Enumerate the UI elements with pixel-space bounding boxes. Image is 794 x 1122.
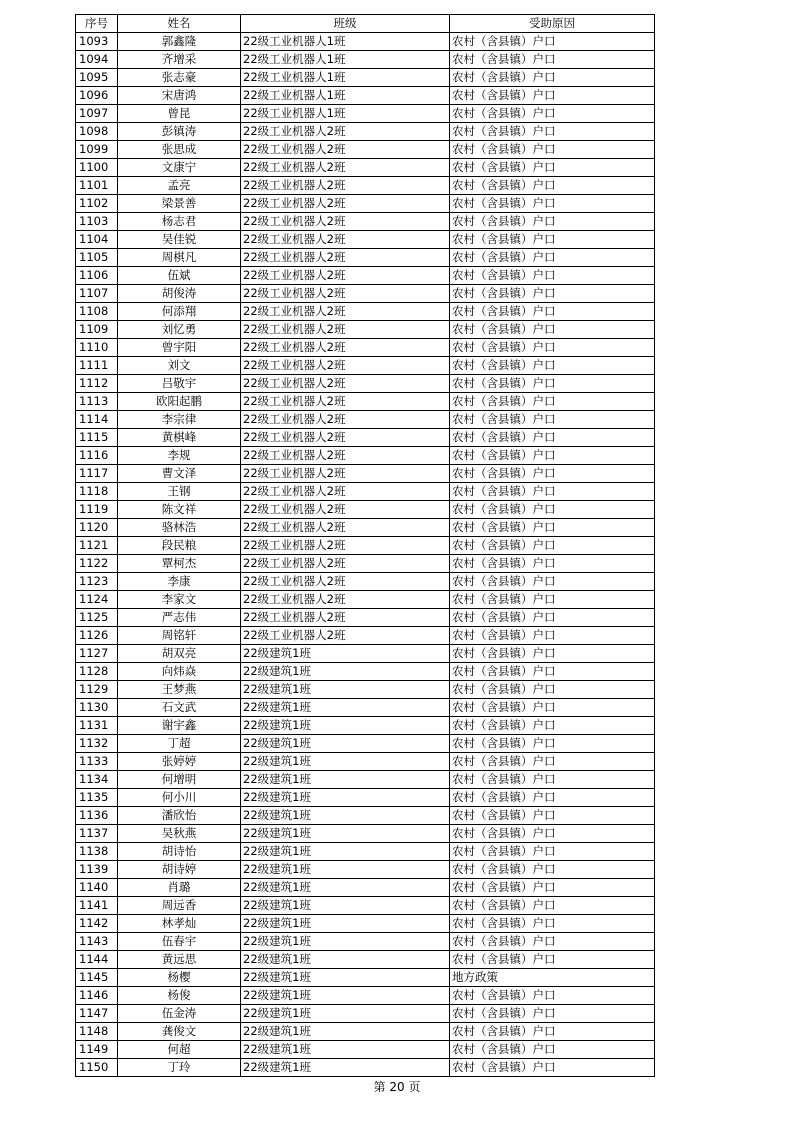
student-name: 李规 [118, 447, 241, 465]
class-name: 22级工业机器人2班 [241, 123, 450, 141]
student-name: 李宗律 [118, 411, 241, 429]
table-row [76, 987, 655, 1005]
class-name: 22级建筑1班 [241, 1059, 450, 1077]
table-row [76, 609, 655, 627]
student-name: 胡诗婷 [118, 861, 241, 879]
table-row [76, 897, 655, 915]
table-row [76, 555, 655, 573]
student-name: 严志伟 [118, 609, 241, 627]
table-row [76, 159, 655, 177]
table-row [76, 879, 655, 897]
student-name: 周远香 [118, 897, 241, 915]
table-row [76, 429, 655, 447]
table-row [76, 537, 655, 555]
row-number: 1142 [76, 915, 118, 933]
row-number: 1107 [76, 285, 118, 303]
aid-reason: 农村（含县镇）户口 [450, 645, 655, 663]
row-number: 1105 [76, 249, 118, 267]
aid-reason: 农村（含县镇）户口 [450, 627, 655, 645]
student-name: 潘欣怡 [118, 807, 241, 825]
aid-reason: 农村（含县镇）户口 [450, 429, 655, 447]
table-row [76, 393, 655, 411]
table-row [76, 213, 655, 231]
table-row [76, 267, 655, 285]
student-name: 杨俊 [118, 987, 241, 1005]
table-row [76, 375, 655, 393]
student-name: 张志豪 [118, 69, 241, 87]
class-name: 22级工业机器人2班 [241, 501, 450, 519]
row-number: 1106 [76, 267, 118, 285]
class-name: 22级工业机器人2班 [241, 483, 450, 501]
table-row [76, 843, 655, 861]
student-name: 伍春宇 [118, 933, 241, 951]
aid-reason: 农村（含县镇）户口 [450, 663, 655, 681]
class-name: 22级建筑1班 [241, 1005, 450, 1023]
row-number: 1145 [76, 969, 118, 987]
student-name: 杨志君 [118, 213, 241, 231]
aid-reason: 农村（含县镇）户口 [450, 753, 655, 771]
aid-reason: 农村（含县镇）户口 [450, 771, 655, 789]
aid-reason: 农村（含县镇）户口 [450, 69, 655, 87]
row-number: 1103 [76, 213, 118, 231]
student-name: 张婷婷 [118, 753, 241, 771]
aid-reason: 农村（含县镇）户口 [450, 735, 655, 753]
row-number: 1138 [76, 843, 118, 861]
student-name: 丁超 [118, 735, 241, 753]
student-name: 黄棋峰 [118, 429, 241, 447]
row-number: 1121 [76, 537, 118, 555]
table-row [76, 681, 655, 699]
aid-reason: 农村（含县镇）户口 [450, 411, 655, 429]
table-row [76, 141, 655, 159]
table-row [76, 753, 655, 771]
student-name: 何添翔 [118, 303, 241, 321]
row-number: 1150 [76, 1059, 118, 1077]
student-name: 宋唐鸿 [118, 87, 241, 105]
header-name: 姓名 [118, 15, 241, 33]
table-row [76, 1005, 655, 1023]
table-row [76, 231, 655, 249]
aid-reason: 农村（含县镇）户口 [450, 33, 655, 51]
class-name: 22级工业机器人1班 [241, 87, 450, 105]
table-row [76, 789, 655, 807]
student-name: 彭镇涛 [118, 123, 241, 141]
student-name: 刘文 [118, 357, 241, 375]
row-number: 1112 [76, 375, 118, 393]
aid-reason: 农村（含县镇）户口 [450, 987, 655, 1005]
class-name: 22级建筑1班 [241, 861, 450, 879]
table-row [76, 195, 655, 213]
class-name: 22级工业机器人1班 [241, 105, 450, 123]
class-name: 22级建筑1班 [241, 879, 450, 897]
aid-reason: 农村（含县镇）户口 [450, 339, 655, 357]
aid-reason: 农村（含县镇）户口 [450, 573, 655, 591]
class-name: 22级工业机器人2班 [241, 159, 450, 177]
table-row [76, 627, 655, 645]
class-name: 22级工业机器人2班 [241, 357, 450, 375]
table-row [76, 285, 655, 303]
class-name: 22级工业机器人2班 [241, 573, 450, 591]
aid-reason: 农村（含县镇）户口 [450, 159, 655, 177]
row-number: 1118 [76, 483, 118, 501]
row-number: 1119 [76, 501, 118, 519]
table-row [76, 951, 655, 969]
class-name: 22级建筑1班 [241, 735, 450, 753]
table-body [76, 33, 655, 1077]
student-name: 杨樱 [118, 969, 241, 987]
row-number: 1109 [76, 321, 118, 339]
aid-reason: 农村（含县镇）户口 [450, 141, 655, 159]
class-name: 22级建筑1班 [241, 843, 450, 861]
table-row [76, 771, 655, 789]
aid-reason: 农村（含县镇）户口 [450, 789, 655, 807]
aid-reason: 农村（含县镇）户口 [450, 609, 655, 627]
student-name: 向炜焱 [118, 663, 241, 681]
class-name: 22级建筑1班 [241, 663, 450, 681]
class-name: 22级工业机器人2班 [241, 267, 450, 285]
aid-reason: 农村（含县镇）户口 [450, 897, 655, 915]
aid-reason: 农村（含县镇）户口 [450, 1023, 655, 1041]
aid-reason: 农村（含县镇）户口 [450, 933, 655, 951]
student-name: 龚俊文 [118, 1023, 241, 1041]
table-row [76, 699, 655, 717]
row-number: 1099 [76, 141, 118, 159]
student-name: 曾昆 [118, 105, 241, 123]
table-row [76, 591, 655, 609]
row-number: 1117 [76, 465, 118, 483]
row-number: 1132 [76, 735, 118, 753]
row-number: 1115 [76, 429, 118, 447]
table-row [76, 717, 655, 735]
student-name: 曹文泽 [118, 465, 241, 483]
aid-reason: 农村（含县镇）户口 [450, 213, 655, 231]
class-name: 22级建筑1班 [241, 1041, 450, 1059]
student-name: 吴秋燕 [118, 825, 241, 843]
table-row [76, 1041, 655, 1059]
row-number: 1128 [76, 663, 118, 681]
class-name: 22级建筑1班 [241, 969, 450, 987]
student-name: 胡俊涛 [118, 285, 241, 303]
table-row [76, 969, 655, 987]
aid-reason: 农村（含县镇）户口 [450, 501, 655, 519]
aid-reason: 农村（含县镇）户口 [450, 285, 655, 303]
class-name: 22级工业机器人2班 [241, 555, 450, 573]
row-number: 1134 [76, 771, 118, 789]
row-number: 1097 [76, 105, 118, 123]
class-name: 22级工业机器人2班 [241, 429, 450, 447]
class-name: 22级工业机器人2班 [241, 339, 450, 357]
student-name: 肖璐 [118, 879, 241, 897]
class-name: 22级工业机器人1班 [241, 33, 450, 51]
row-number: 1143 [76, 933, 118, 951]
table-row [76, 321, 655, 339]
row-number: 1136 [76, 807, 118, 825]
row-number: 1123 [76, 573, 118, 591]
table-row [76, 105, 655, 123]
class-name: 22级建筑1班 [241, 951, 450, 969]
aid-reason: 农村（含县镇）户口 [450, 591, 655, 609]
aid-reason: 农村（含县镇）户口 [450, 447, 655, 465]
header-class: 班级 [241, 15, 450, 33]
aid-reason: 地方政策 [450, 969, 655, 987]
class-name: 22级工业机器人2班 [241, 249, 450, 267]
student-name: 胡双亮 [118, 645, 241, 663]
class-name: 22级工业机器人2班 [241, 321, 450, 339]
student-name: 李家文 [118, 591, 241, 609]
aid-reason: 农村（含县镇）户口 [450, 861, 655, 879]
table-row [76, 411, 655, 429]
table-header-row [76, 15, 655, 33]
aid-reason: 农村（含县镇）户口 [450, 537, 655, 555]
class-name: 22级工业机器人2班 [241, 465, 450, 483]
aid-reason: 农村（含县镇）户口 [450, 1041, 655, 1059]
table-row [76, 573, 655, 591]
class-name: 22级工业机器人2班 [241, 213, 450, 231]
aid-reason: 农村（含县镇）户口 [450, 483, 655, 501]
row-number: 1098 [76, 123, 118, 141]
student-name: 何小川 [118, 789, 241, 807]
student-name: 何增明 [118, 771, 241, 789]
row-number: 1140 [76, 879, 118, 897]
row-number: 1144 [76, 951, 118, 969]
student-name: 周棋凡 [118, 249, 241, 267]
aid-reason: 农村（含县镇）户口 [450, 465, 655, 483]
row-number: 1116 [76, 447, 118, 465]
student-name: 伍金涛 [118, 1005, 241, 1023]
table-row [76, 303, 655, 321]
header-reason: 受助原因 [450, 15, 655, 33]
aid-reason: 农村（含县镇）户口 [450, 249, 655, 267]
class-name: 22级建筑1班 [241, 987, 450, 1005]
student-name: 文康宁 [118, 159, 241, 177]
class-name: 22级建筑1班 [241, 753, 450, 771]
row-number: 1108 [76, 303, 118, 321]
class-name: 22级工业机器人1班 [241, 51, 450, 69]
table-row [76, 663, 655, 681]
aid-reason: 农村（含县镇）户口 [450, 195, 655, 213]
table-row [76, 825, 655, 843]
table-row [76, 177, 655, 195]
table-row [76, 519, 655, 537]
class-name: 22级工业机器人2班 [241, 375, 450, 393]
row-number: 1100 [76, 159, 118, 177]
student-name: 林孝灿 [118, 915, 241, 933]
row-number: 1127 [76, 645, 118, 663]
aid-reason: 农村（含县镇）户口 [450, 1005, 655, 1023]
aid-reason: 农村（含县镇）户口 [450, 915, 655, 933]
student-name: 丁玲 [118, 1059, 241, 1077]
student-name: 陈文祥 [118, 501, 241, 519]
row-number: 1137 [76, 825, 118, 843]
aid-reason: 农村（含县镇）户口 [450, 843, 655, 861]
class-name: 22级建筑1班 [241, 717, 450, 735]
row-number: 1146 [76, 987, 118, 1005]
student-name: 何超 [118, 1041, 241, 1059]
aid-reason: 农村（含县镇）户口 [450, 825, 655, 843]
class-name: 22级工业机器人2班 [241, 141, 450, 159]
aid-reason: 农村（含县镇）户口 [450, 393, 655, 411]
class-name: 22级工业机器人2班 [241, 519, 450, 537]
row-number: 1113 [76, 393, 118, 411]
row-number: 1129 [76, 681, 118, 699]
class-name: 22级建筑1班 [241, 771, 450, 789]
class-name: 22级建筑1班 [241, 933, 450, 951]
table-row [76, 339, 655, 357]
student-name: 王钢 [118, 483, 241, 501]
student-name: 周铭轩 [118, 627, 241, 645]
table-row [76, 915, 655, 933]
student-name: 欧阳起鹏 [118, 393, 241, 411]
row-number: 1120 [76, 519, 118, 537]
row-number: 1093 [76, 33, 118, 51]
aid-reason: 农村（含县镇）户口 [450, 1059, 655, 1077]
class-name: 22级建筑1班 [241, 789, 450, 807]
table-row [76, 447, 655, 465]
aid-reason: 农村（含县镇）户口 [450, 87, 655, 105]
row-number: 1124 [76, 591, 118, 609]
student-name: 伍斌 [118, 267, 241, 285]
table-row [76, 249, 655, 267]
table-row [76, 861, 655, 879]
table-row [76, 465, 655, 483]
student-name: 王梦燕 [118, 681, 241, 699]
class-name: 22级工业机器人2班 [241, 447, 450, 465]
row-number: 1149 [76, 1041, 118, 1059]
row-number: 1148 [76, 1023, 118, 1041]
student-name: 梁景善 [118, 195, 241, 213]
class-name: 22级建筑1班 [241, 897, 450, 915]
student-name: 曾宇阳 [118, 339, 241, 357]
row-number: 1139 [76, 861, 118, 879]
aid-reason: 农村（含县镇）户口 [450, 51, 655, 69]
row-number: 1141 [76, 897, 118, 915]
class-name: 22级建筑1班 [241, 681, 450, 699]
class-name: 22级建筑1班 [241, 699, 450, 717]
class-name: 22级工业机器人2班 [241, 537, 450, 555]
aid-reason: 农村（含县镇）户口 [450, 555, 655, 573]
table-row [76, 645, 655, 663]
row-number: 1133 [76, 753, 118, 771]
row-number: 1101 [76, 177, 118, 195]
page-number: 第 20 页 [373, 1080, 421, 1094]
student-name: 孟亮 [118, 177, 241, 195]
aid-reason: 农村（含县镇）户口 [450, 681, 655, 699]
aid-reason: 农村（含县镇）户口 [450, 519, 655, 537]
student-name: 石文武 [118, 699, 241, 717]
class-name: 22级工业机器人1班 [241, 69, 450, 87]
aid-reason: 农村（含县镇）户口 [450, 177, 655, 195]
aid-reason: 农村（含县镇）户口 [450, 807, 655, 825]
student-name: 吴佳锐 [118, 231, 241, 249]
student-name: 郭鑫隆 [118, 33, 241, 51]
aid-reason: 农村（含县镇）户口 [450, 357, 655, 375]
student-name: 覃柯杰 [118, 555, 241, 573]
aid-reason: 农村（含县镇）户口 [450, 123, 655, 141]
aid-reason: 农村（含县镇）户口 [450, 717, 655, 735]
row-number: 1126 [76, 627, 118, 645]
class-name: 22级工业机器人2班 [241, 231, 450, 249]
aid-reason: 农村（含县镇）户口 [450, 879, 655, 897]
row-number: 1130 [76, 699, 118, 717]
table-row [76, 501, 655, 519]
table-row [76, 69, 655, 87]
student-name: 张思成 [118, 141, 241, 159]
row-number: 1110 [76, 339, 118, 357]
aid-reason: 农村（含县镇）户口 [450, 321, 655, 339]
row-number: 1102 [76, 195, 118, 213]
student-name: 黄远思 [118, 951, 241, 969]
table-row [76, 807, 655, 825]
class-name: 22级建筑1班 [241, 645, 450, 663]
table-row [76, 51, 655, 69]
row-number: 1114 [76, 411, 118, 429]
class-name: 22级工业机器人2班 [241, 411, 450, 429]
class-name: 22级建筑1班 [241, 807, 450, 825]
class-name: 22级工业机器人2班 [241, 177, 450, 195]
table-row [76, 123, 655, 141]
table-row [76, 483, 655, 501]
class-name: 22级工业机器人2班 [241, 303, 450, 321]
table-row [76, 735, 655, 753]
student-name: 李康 [118, 573, 241, 591]
table-row [76, 33, 655, 51]
table-row [76, 87, 655, 105]
class-name: 22级工业机器人2班 [241, 609, 450, 627]
class-name: 22级工业机器人2班 [241, 285, 450, 303]
row-number: 1122 [76, 555, 118, 573]
student-name: 吕敬宇 [118, 375, 241, 393]
class-name: 22级建筑1班 [241, 1023, 450, 1041]
table-row [76, 1023, 655, 1041]
student-name: 胡诗怡 [118, 843, 241, 861]
row-number: 1135 [76, 789, 118, 807]
aid-reason: 农村（含县镇）户口 [450, 375, 655, 393]
aid-reason: 农村（含县镇）户口 [450, 303, 655, 321]
table-row [76, 933, 655, 951]
table-row [76, 357, 655, 375]
aid-reason: 农村（含县镇）户口 [450, 105, 655, 123]
row-number: 1111 [76, 357, 118, 375]
student-name: 骆林浩 [118, 519, 241, 537]
row-number: 1147 [76, 1005, 118, 1023]
student-name: 段民粮 [118, 537, 241, 555]
class-name: 22级工业机器人2班 [241, 591, 450, 609]
class-name: 22级工业机器人2班 [241, 627, 450, 645]
aid-reason: 农村（含县镇）户口 [450, 267, 655, 285]
row-number: 1094 [76, 51, 118, 69]
class-name: 22级建筑1班 [241, 915, 450, 933]
row-number: 1095 [76, 69, 118, 87]
class-name: 22级建筑1班 [241, 825, 450, 843]
class-name: 22级工业机器人2班 [241, 195, 450, 213]
row-number: 1131 [76, 717, 118, 735]
student-aid-table [75, 14, 655, 1077]
class-name: 22级工业机器人2班 [241, 393, 450, 411]
row-number: 1125 [76, 609, 118, 627]
aid-reason: 农村（含县镇）户口 [450, 699, 655, 717]
aid-reason: 农村（含县镇）户口 [450, 231, 655, 249]
row-number: 1096 [76, 87, 118, 105]
row-number: 1104 [76, 231, 118, 249]
student-name: 谢宇鑫 [118, 717, 241, 735]
header-number: 序号 [76, 15, 118, 33]
table-row [76, 1059, 655, 1077]
student-name: 齐增采 [118, 51, 241, 69]
student-name: 刘忆勇 [118, 321, 241, 339]
aid-reason: 农村（含县镇）户口 [450, 951, 655, 969]
